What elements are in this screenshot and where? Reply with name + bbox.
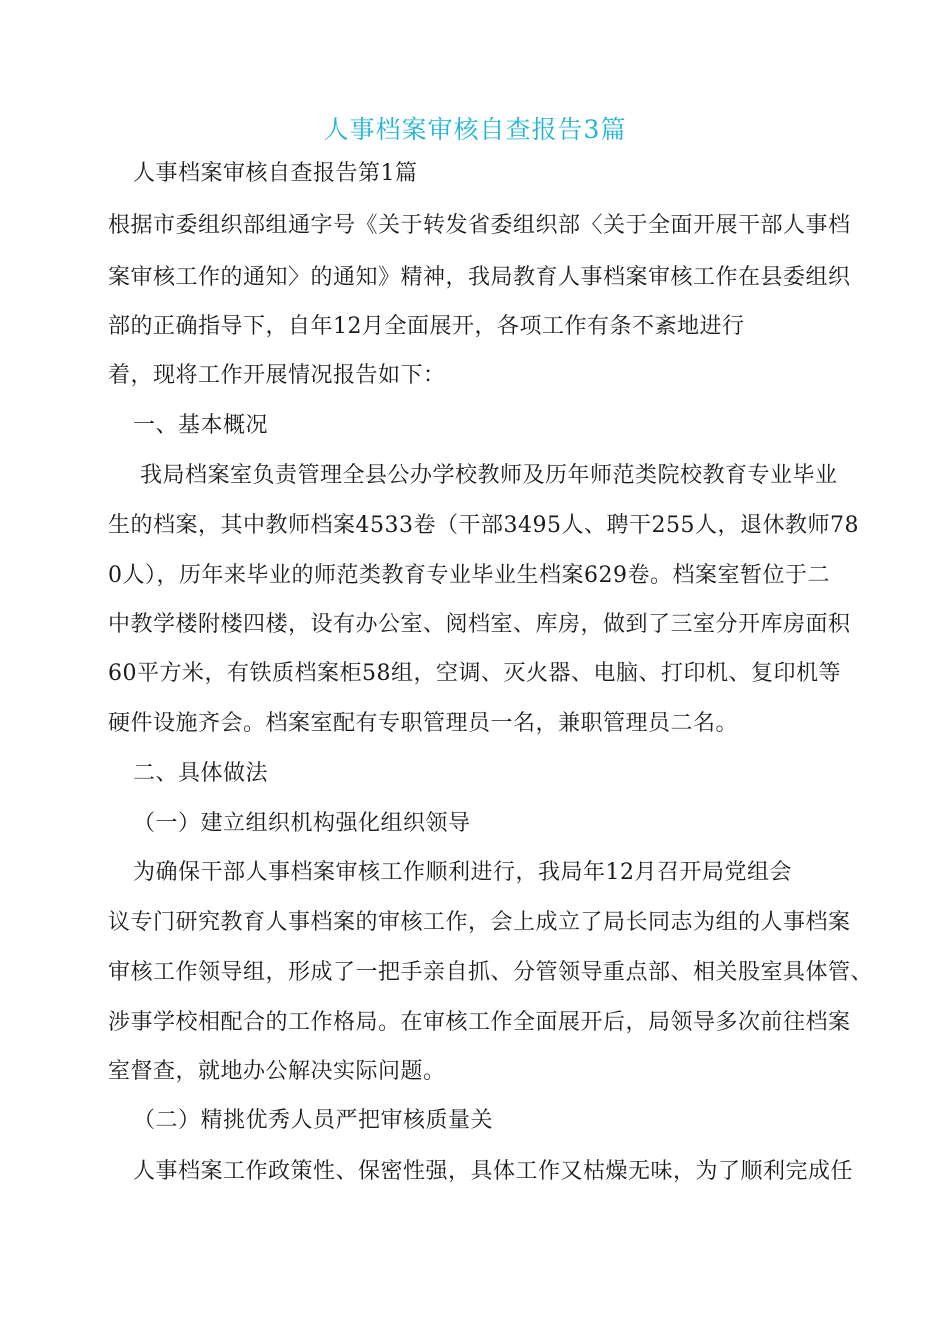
paragraph-line: 0人），历年来毕业的师范类教育专业毕业生档案629卷。档案室暂位于二	[108, 563, 830, 588]
section-heading: 一、基本概况	[133, 413, 269, 438]
subsection-heading: （一）建立组织机构强化组织领导	[133, 811, 471, 836]
paragraph-line: 中教学楼附楼四楼，设有办公室、阅档室、库房，做到了三室分开库房面积	[108, 612, 851, 637]
paragraph-line: 案审核工作的通知〉的通知》精神，我局教育人事档案审核工作在县委组织	[108, 265, 851, 290]
document-title: 人事档案审核自查报告3篇	[323, 115, 627, 144]
section-heading: 人事档案审核自查报告第1篇	[133, 161, 418, 186]
paragraph-line: 部的正确指导下，自年12月全面展开，各项工作有条不紊地进行	[108, 314, 745, 339]
paragraph-line: 审核工作领导组，形成了一把手亲自抓、分管领导重点部、相关股室具体管、	[108, 960, 874, 985]
paragraph-line: 根据市委组织部组通字号《关于转发省委组织部〈关于全面开展干部人事档	[108, 213, 851, 238]
paragraph-line: 涉事学校相配合的工作格局。在审核工作全面展开后，局领导多次前往档案	[108, 1010, 851, 1035]
paragraph-line: 着，现将工作开展情况报告如下：	[108, 363, 446, 388]
paragraph-line: 60平方米，有铁质档案柜58组，空调、灭火器、电脑、打印机、复印机等	[108, 661, 841, 686]
paragraph-line: 议专门研究教育人事档案的审核工作，会上成立了局长同志为组的人事档案	[108, 910, 851, 935]
section-heading: 二、具体做法	[133, 761, 269, 786]
paragraph-line: 生的档案，其中教师档案4533卷（干部3495人、聘干255人，退休教师78	[108, 513, 859, 538]
paragraph-line: 我局档案室负责管理全县公办学校教师及历年师范类院校教育专业毕业	[140, 463, 838, 488]
subsection-heading: （二）精挑优秀人员严把审核质量关	[133, 1108, 494, 1133]
paragraph-line: 人事档案工作政策性、保密性强，具体工作又枯燥无味，为了顺利完成任	[133, 1159, 854, 1184]
paragraph-line: 室督查，就地办公解决实际问题。	[108, 1059, 446, 1084]
paragraph-line: 为确保干部人事档案审核工作顺利进行，我局年12月召开局党组会	[133, 860, 792, 885]
paragraph-line: 硬件设施齐会。档案室配有专职管理员一名，兼职管理员二名。	[108, 711, 739, 736]
